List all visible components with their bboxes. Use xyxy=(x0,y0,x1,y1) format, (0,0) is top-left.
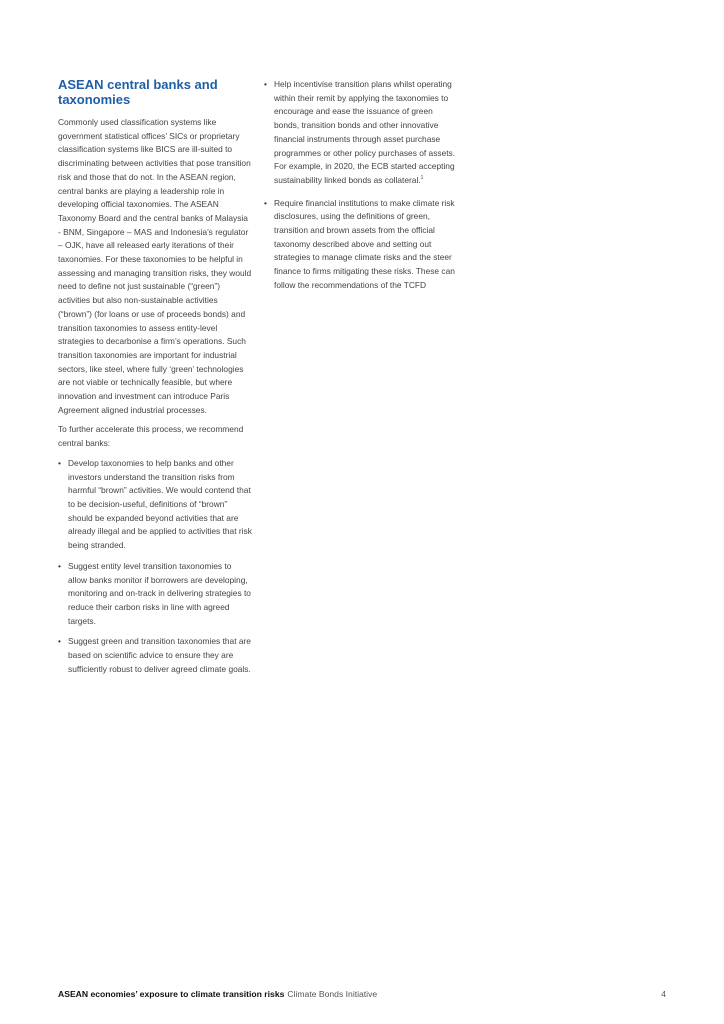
footer-organization: Climate Bonds Initiative xyxy=(287,989,378,999)
footer-document-title: ASEAN economies’ exposure to climate transition risks xyxy=(58,989,285,999)
bullet-icon: • xyxy=(58,560,61,571)
page-footer xyxy=(58,988,666,1000)
list-item xyxy=(264,78,460,188)
right-column xyxy=(264,78,460,300)
recommendation-lead-paragraph: To further accelerate this process, we recommend central banks: xyxy=(58,424,244,449)
left-bullet-list xyxy=(58,457,252,677)
list-item xyxy=(58,457,252,553)
list-item xyxy=(58,635,252,676)
section-heading: ASEAN central banks and taxonomies xyxy=(58,77,218,107)
bullet-text: Help incentivise transition plans whilst operating within their remit by applying the taxonomies to encourage and ease the issuance of green bonds, transition bonds and other innovative financial instruments through asset purchase programmes or other policy purchases of assets. For example, in 2020, the ECB started accepting sustainability linked bonds as collateral. xyxy=(274,79,456,185)
right-bullet-list xyxy=(264,78,460,293)
intro-paragraph: Commonly used classification systems like government statistical offices’ SICs or proprietary classification systems like BICS are ill-suited to discriminating between activities that pose transition risk and those that do not. In the ASEAN region, central banks are playing a leadership role in developing official taxonomies. The ASEAN Taxonomy Board and the central banks of Malaysia - BNM, Singapore – MAS and Indonesia’s regulator – OJK, have all released early iterations of their taxonomies. For these taxonomies to be helpful in assessing and managing transition risks, they would need to define not just sustainable (“green”) activities but also non-sustainable activities (“brown”) (for loans or use of proceeds bonds) and transition taxonomies to assess entity-level strategies to decarbonise a firm’s operations. Such transition taxonomies are important for industrial sectors, like steel, where fully ‘green’ technologies are not viable or technically feasible, but where innovation and investment can introduce Paris Agreement aligned industrial processes. xyxy=(58,117,252,415)
bullet-icon: • xyxy=(264,197,267,208)
list-item xyxy=(264,197,460,293)
bullet-text: Develop taxonomies to help banks and other investors understand the transition risks from harmful “brown” activities. We would contend that to be decision-useful, definitions of “brown” should be expanded beyond activities that are already illegal and be applied to activities that risk being stranded. xyxy=(68,457,252,551)
bullet-icon: • xyxy=(58,636,61,647)
left-column xyxy=(58,78,252,683)
bullet-text: Require financial institutions to make climate risk disclosures, using the definitions of green, transition and brown assets from the official taxonomy described above and setting out strategies to manage climate risks and the steer finance to firms mitigating these risks. These can follow the recommendations of the TCFD xyxy=(274,197,455,290)
bullet-icon: • xyxy=(264,79,267,89)
bullet-text: Suggest green and transition taxonomies that are based on scientific advice to ensure they are sufficiently robust to deliver agreed climate goals. xyxy=(68,636,251,674)
bullet-text: Suggest entity level transition taxonomies to allow banks monitor if borrowers are developing, monitoring and on-track in delivering strategies to reduce their carbon risks in line with agreed targets. xyxy=(68,560,251,626)
page-number: 4 xyxy=(661,989,666,999)
footnote-marker[interactable]: 1 xyxy=(420,175,424,182)
list-item xyxy=(58,560,252,629)
bullet-icon: • xyxy=(58,457,61,468)
